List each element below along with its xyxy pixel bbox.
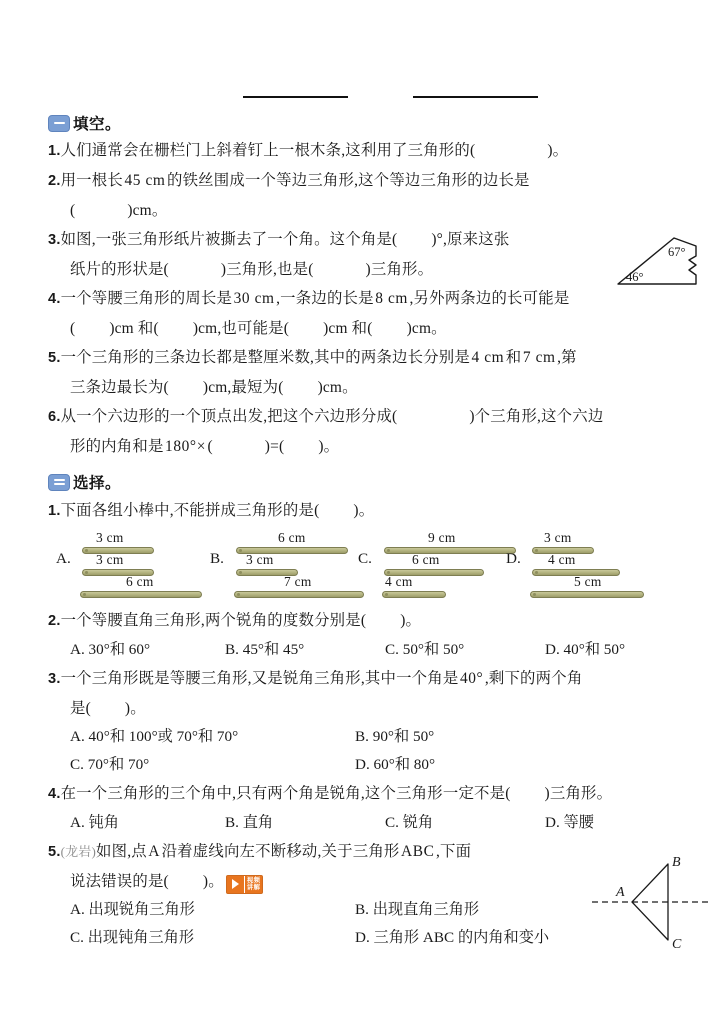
stick-length-label: 7 cm bbox=[284, 574, 312, 589]
question-text: )cm 和( bbox=[323, 320, 373, 337]
region-tag: (龙岩) bbox=[60, 844, 97, 859]
stick-length-label: 4 cm bbox=[385, 574, 413, 589]
option-a[interactable]: A. 出现锐角三角形 bbox=[70, 901, 195, 918]
question-text: )cm,也可能是( bbox=[192, 320, 290, 337]
option-b[interactable]: B. 45°和 45° bbox=[225, 641, 305, 658]
header-blank-line-2[interactable] bbox=[413, 96, 538, 98]
question-text: 一个三角形的三条边长都是整厘米数,其中的两条边长分别是 bbox=[60, 349, 470, 366]
measure-value: 4 cm bbox=[471, 349, 505, 366]
question-text: 如图,点 bbox=[96, 843, 147, 860]
question-text-line2: 说法错误的是( bbox=[70, 873, 169, 890]
question-text: )cm,最短为( bbox=[202, 379, 284, 396]
triangle-label-abc: ABC bbox=[401, 843, 435, 860]
question-text-tail: )。 bbox=[400, 612, 422, 629]
video-lecture-badge[interactable] bbox=[226, 875, 263, 894]
measure-value: 45 cm bbox=[124, 172, 166, 189]
fill-question-1 bbox=[48, 136, 688, 166]
stick-c-3 bbox=[382, 572, 532, 598]
stick-diagram-row bbox=[48, 528, 688, 598]
stick-length-label: 4 cm bbox=[548, 552, 576, 567]
stick-length-label: 3 cm bbox=[96, 552, 124, 567]
question-text: ,第 bbox=[557, 349, 577, 366]
option-c[interactable]: C. 70°和 70° bbox=[70, 756, 150, 773]
question-text-tail: )。 bbox=[353, 502, 375, 519]
two-bar-icon bbox=[48, 474, 70, 491]
question-text: ,剩下的两个角 bbox=[484, 670, 583, 687]
question-text: 下面各组小棒中,不能拼成三角形的是( bbox=[60, 502, 320, 519]
stick-bar bbox=[530, 591, 644, 599]
option-a[interactable]: A. 钝角 bbox=[70, 814, 119, 831]
video-badge-label bbox=[244, 876, 262, 893]
option-letter-a: A. bbox=[56, 550, 71, 567]
question-text: 的铁丝围成一个等边三角形,这个等边三角形的边长是 bbox=[167, 172, 530, 189]
question-number: 3. bbox=[48, 232, 61, 248]
question-text: 人们通常会在栅栏门上斜着钉上一根木条,这利用了三角形的( bbox=[60, 142, 476, 159]
question-number: 1. bbox=[48, 143, 61, 159]
question-number: 1. bbox=[48, 503, 61, 519]
fill-question-4 bbox=[48, 284, 688, 343]
choice-4-options bbox=[48, 809, 688, 837]
stick-bar bbox=[234, 591, 364, 599]
choice-2-options bbox=[48, 636, 688, 664]
stick-b-3 bbox=[234, 572, 394, 598]
stick-d-3 bbox=[530, 572, 700, 598]
stick-length-label: 3 cm bbox=[246, 552, 274, 567]
option-c[interactable]: C. 出现钝角三角形 bbox=[70, 929, 195, 946]
stick-length-label: 9 cm bbox=[428, 530, 456, 545]
question-text: 三条边最长为( bbox=[70, 379, 169, 396]
section-header-choice bbox=[48, 471, 121, 493]
stick-length-label: 6 cm bbox=[126, 574, 154, 589]
question-text-tail: )三角形。 bbox=[544, 785, 613, 802]
question-text-line2b: )。 bbox=[202, 873, 224, 890]
stick-length-label: 3 cm bbox=[96, 530, 124, 545]
question-text: 如图,一张三角形纸片被撕去了一个角。这个角是( bbox=[60, 231, 398, 248]
question-text: )cm 和( bbox=[109, 320, 159, 337]
option-d[interactable]: D. 40°和 50° bbox=[545, 641, 626, 658]
measure-value: 30 cm bbox=[233, 290, 275, 307]
svg-text:67°: 67° bbox=[668, 245, 686, 259]
header-blank-lines bbox=[0, 88, 724, 108]
question-number: 6. bbox=[48, 409, 61, 425]
question-text-line2b: )。 bbox=[124, 700, 146, 717]
point-label-a: A bbox=[148, 843, 161, 860]
question-number: 5. bbox=[48, 350, 61, 366]
stick-length-label: 5 cm bbox=[574, 574, 602, 589]
play-icon bbox=[227, 876, 244, 893]
section-header-fill-in bbox=[48, 112, 121, 134]
torn-triangle-figure bbox=[612, 232, 708, 294]
moving-point-triangle-figure bbox=[592, 852, 712, 952]
svg-text:46°: 46° bbox=[626, 270, 644, 284]
question-text: )=( bbox=[264, 438, 285, 455]
question-number: 2. bbox=[48, 613, 61, 629]
question-number: 4. bbox=[48, 786, 61, 802]
choice-3-options-row2 bbox=[48, 751, 688, 779]
question-text: 沿着虚线向左不断移动,关于三角形 bbox=[161, 843, 400, 860]
question-text: )三角形,也是( bbox=[220, 261, 314, 278]
choice-question-2 bbox=[48, 606, 688, 636]
question-number: 4. bbox=[48, 291, 61, 307]
choice-question-3 bbox=[48, 664, 688, 723]
one-bar-icon bbox=[48, 115, 70, 132]
option-d[interactable]: D. 三角形 ABC 的内角和变小 bbox=[355, 929, 550, 946]
fill-question-3 bbox=[48, 225, 688, 284]
fill-question-6 bbox=[48, 402, 688, 461]
svg-text:B: B bbox=[672, 855, 681, 870]
measure-value: 7 cm bbox=[522, 349, 556, 366]
question-text: 一个等腰三角形的周长是 bbox=[60, 290, 233, 307]
question-text: 从一个六边形的一个顶点出发,把这个六边形分成( bbox=[60, 408, 398, 425]
angle-value: 40° bbox=[459, 670, 484, 687]
measure-value: 8 cm bbox=[375, 290, 408, 307]
fill-question-5 bbox=[48, 343, 688, 402]
question-number: 2. bbox=[48, 173, 61, 189]
question-text: ,另外两条边的长可能是 bbox=[409, 290, 570, 307]
option-letter-c: C. bbox=[358, 550, 372, 567]
option-b[interactable]: B. 90°和 50° bbox=[355, 728, 435, 745]
question-text: 形的内角和是 bbox=[70, 438, 164, 455]
stick-length-label: 6 cm bbox=[412, 552, 440, 567]
section-title-choice: 选择。 bbox=[73, 475, 122, 492]
question-text: )cm。 bbox=[406, 320, 447, 337]
question-text: )。 bbox=[318, 438, 340, 455]
question-text-line2: ( bbox=[70, 202, 76, 219]
svg-text:C: C bbox=[672, 937, 682, 952]
option-d[interactable]: D. 等腰 bbox=[545, 814, 594, 831]
svg-text:A: A bbox=[616, 885, 625, 900]
question-text: 用一根长 bbox=[60, 172, 123, 189]
choice-3-options-row1 bbox=[48, 723, 688, 751]
question-text: 纸片的形状是( bbox=[70, 261, 169, 278]
question-text: 在一个三角形的三个角中,只有两个角是锐角,这个三角形一定不是( bbox=[60, 785, 511, 802]
question-number: 5. bbox=[48, 844, 61, 860]
choice-question-4 bbox=[48, 779, 688, 809]
fill-question-2 bbox=[48, 166, 688, 225]
option-a[interactable]: A. 30°和 60° bbox=[70, 641, 151, 658]
choice-question-1 bbox=[48, 496, 688, 526]
stick-bar bbox=[80, 591, 202, 599]
question-text-tail: )。 bbox=[547, 142, 569, 159]
option-a[interactable]: A. 40°和 100°或 70°和 70° bbox=[70, 728, 239, 745]
question-text: )cm。 bbox=[317, 379, 358, 396]
question-text: 和 bbox=[505, 349, 522, 366]
option-letter-b: B. bbox=[210, 550, 224, 567]
question-number: 3. bbox=[48, 671, 61, 687]
option-c[interactable]: C. 锐角 bbox=[385, 814, 434, 831]
question-text: 一个三角形既是等腰三角形,又是锐角三角形,其中一个角是 bbox=[60, 670, 459, 687]
question-text: 一个等腰直角三角形,两个锐角的度数分别是( bbox=[60, 612, 367, 629]
question-text-line2: 是( bbox=[70, 700, 91, 717]
header-blank-line-1[interactable] bbox=[243, 96, 348, 98]
option-letter-d: D. bbox=[506, 550, 521, 567]
stick-length-label: 6 cm bbox=[278, 530, 306, 545]
question-text: ( bbox=[70, 320, 76, 337]
option-d[interactable]: D. 60°和 80° bbox=[355, 756, 436, 773]
video-label-top: 视频 bbox=[246, 876, 261, 884]
question-text: )三角形。 bbox=[365, 261, 434, 278]
option-b[interactable]: B. 直角 bbox=[225, 814, 274, 831]
question-text: )个三角形,这个六边 bbox=[469, 408, 604, 425]
option-c[interactable]: C. 50°和 50° bbox=[385, 641, 465, 658]
formula-value: 180°× bbox=[165, 438, 206, 455]
stick-a-3 bbox=[80, 572, 230, 598]
video-label-bottom: 讲解 bbox=[246, 884, 261, 891]
fill-in-questions bbox=[48, 136, 688, 461]
question-text: ,下面 bbox=[435, 843, 472, 860]
question-text-tail: )°,原来这张 bbox=[431, 231, 510, 248]
question-text: ( bbox=[207, 438, 213, 455]
stick-bar bbox=[382, 591, 446, 599]
question-text-line2b: )cm。 bbox=[127, 202, 168, 219]
option-b[interactable]: B. 出现直角三角形 bbox=[355, 901, 480, 918]
question-text: ,一条边的长是 bbox=[276, 290, 374, 307]
section-title-fill-in: 填空。 bbox=[73, 116, 122, 133]
stick-length-label: 3 cm bbox=[544, 530, 572, 545]
